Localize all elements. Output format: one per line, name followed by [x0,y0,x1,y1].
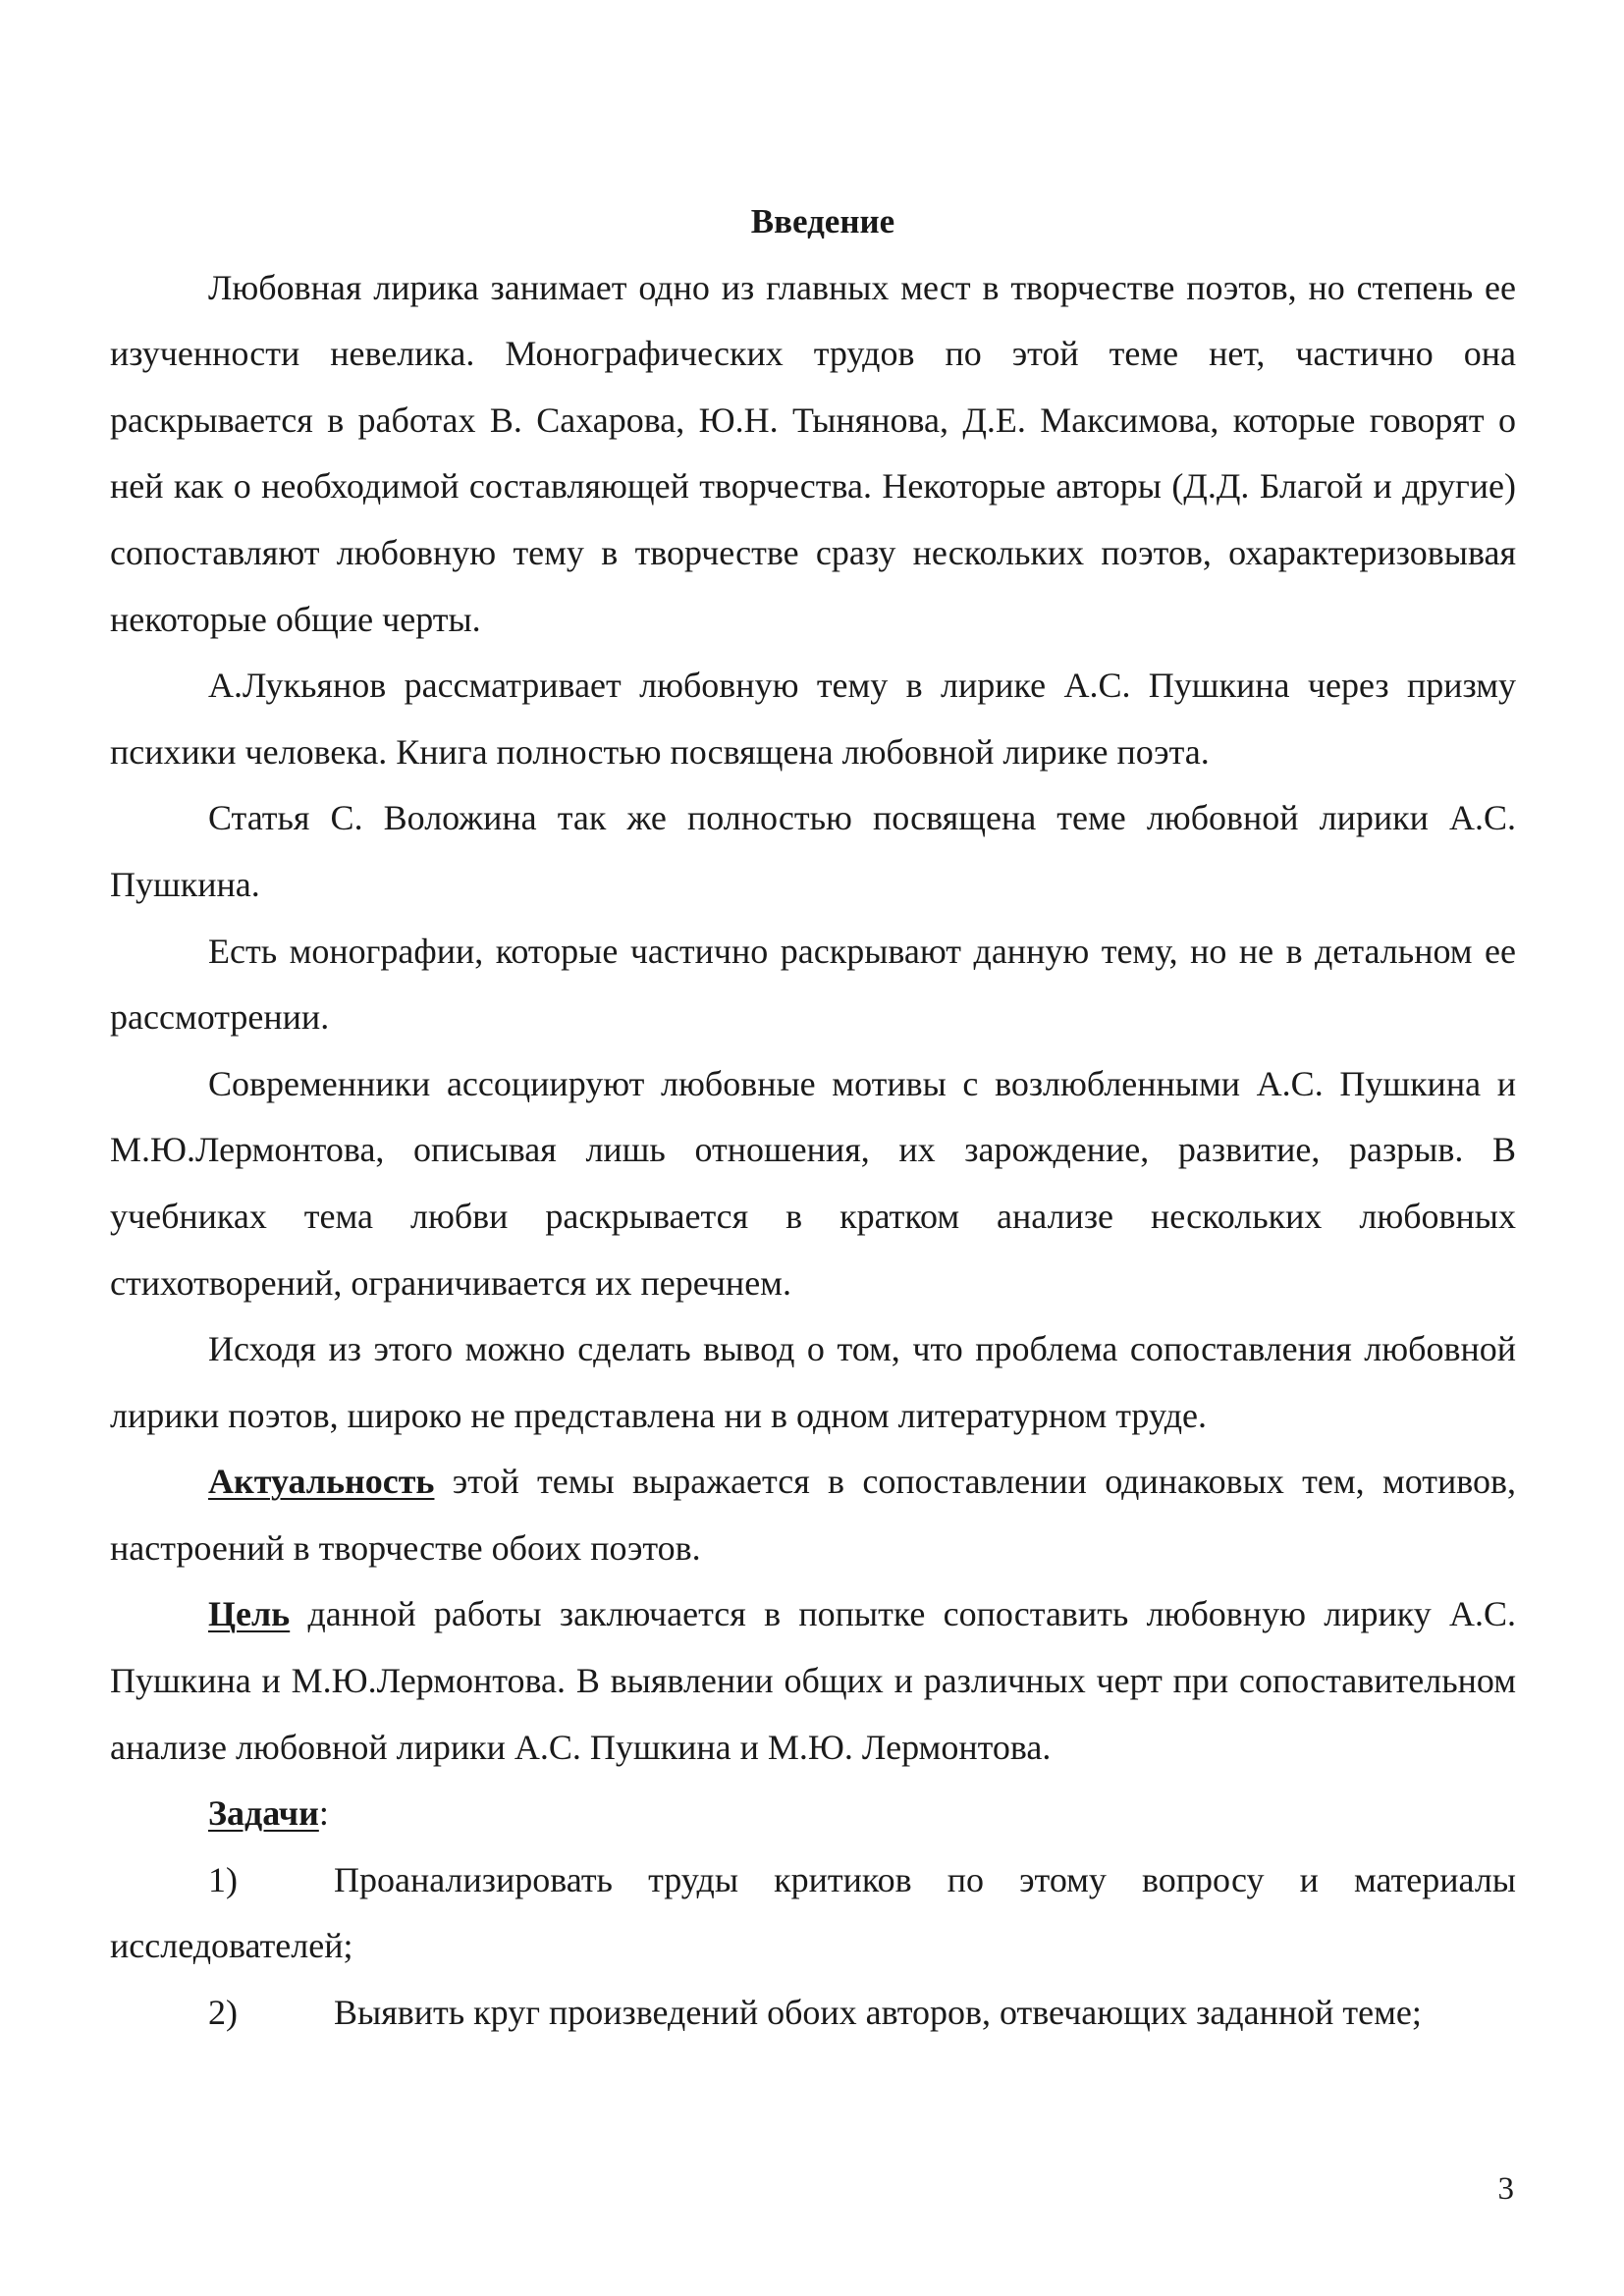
tasks-heading: Задачи [208,1793,319,1834]
relevance-text: этой темы выражается в сопоставлении одинаковых тем, мотивов, настроений в творчестве обоих поэтов. [110,1462,1516,1568]
paragraph: Современники ассоциируют любовные мотивы с возлюбленными А.С. Пушкина и М.Ю.Лермонтова, описывая лишь отношения, их зарождение, развитие, разрыв. В учебниках тема любви раскрывается в кратком анализе нескольких любовных стихотворений, ограничивается их перечнем. [110,1063,1516,1303]
paragraph: Исходя из этого можно сделать вывод о том, что проблема сопоставления любовной лирики поэтов, широко не представлена ни в одном литературном труде. [110,1329,1516,1435]
tasks-heading-suffix: : [318,1793,329,1834]
task-number: 1) [208,1859,238,1899]
paragraph: Статья С. Воложина так же полностью посвящена теме любовной лирики А.С. Пушкина. [110,798,1516,904]
section-title: Введение [750,202,895,240]
paragraph: Есть монографии, которые частично раскрывают данную тему, но не в детальном ее рассмотрении. [110,931,1516,1038]
task-item [110,1980,1516,2047]
task-text: Проанализировать труды критиков по этому вопросу и материалы исследователей; [110,1859,1516,1966]
goal-heading: Цель [208,1594,291,1634]
page-number: 3 [1497,2171,1514,2207]
tasks-heading-line [110,1781,1516,1847]
relevance-paragraph [110,1449,1516,1581]
document-page [110,188,1516,2047]
task-number: 2) [208,1993,238,2033]
relevance-heading: Актуальность [208,1462,435,1502]
task-item [110,1847,1516,1980]
goal-text: данной работы заключается в попытке сопоставить любовную лирику А.С. Пушкина и М.Ю.Лермонтова. В выявлении общих и различных черт при сопоставительном анализе любовной лирики А.С. Пушкина и М.Ю. Лермонтова. [110,1594,1516,1767]
goal-paragraph [110,1581,1516,1781]
paragraph: А.Лукьянов рассматривает любовную тему в лирике А.С. Пушкина через призму психики человека. Книга полностью посвящена любовной лирике поэта. [110,666,1516,772]
paragraph: Любовная лирика занимает одно из главных мест в творчестве поэтов, но степень ее изученности невелика. Монографических трудов по этой теме нет, частично она раскрывается в работах В. Сахарова, Ю.Н. Тынянова, Д.Е. Максимова, которые говорят о ней как о необходимой составляющей творчества. Некоторые авторы (Д.Д. Благой и другие) сопоставляют любовную тему в творчестве сразу нескольких поэтов, охарактеризовывая некоторые общие черты. [110,267,1516,639]
task-text: Выявить круг произведений обоих авторов, отвечающих заданной теме; [334,1993,1422,2033]
